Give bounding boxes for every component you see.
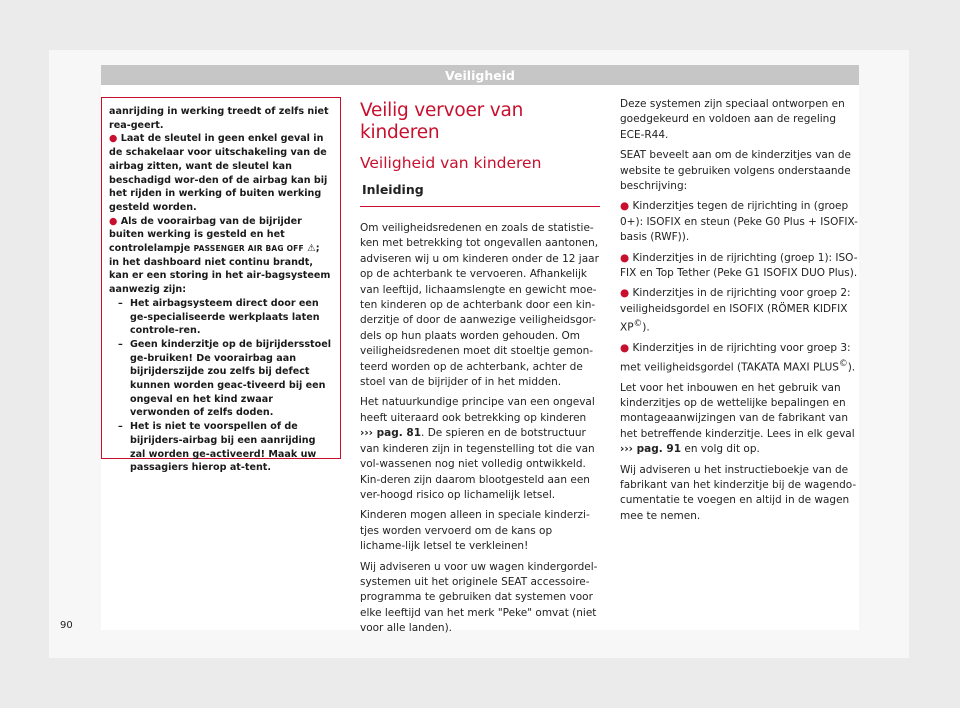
section-title: Veiligheid van kinderen <box>360 154 542 172</box>
paragraph: Kinderen mogen alleen in speciale kinderzi-tjes worden vervoerd om de kans op lichame-lijk letsel te verkleinen! <box>360 509 590 553</box>
list-item: ● Kinderzitjes in de rijrichting (groep 1): ISO-FIX en Top Tether (Peke G1 ISOFIX DUO Plus). <box>620 251 858 280</box>
bullet-icon: ● <box>109 215 118 227</box>
section-header: Veiligheid <box>101 65 859 85</box>
right-column <box>620 97 858 529</box>
title-divider <box>360 206 600 207</box>
bullet-icon: ● <box>620 200 630 213</box>
chapter-title: Veilig vervoer van kinderen <box>360 100 524 143</box>
paragraph: Om veiligheidsredenen en zoals de statistie-ken met betrekking tot ongevallen aantonen, adviseren wij u om kinderen onder de 12 jaar op de achterbank te vervoeren. Afhankelijk van leeftijd, lichaamslengte en gewicht moe-ten kinderen op de achterbank door een kin-derzitje of door de aanwezige veiligheidsgor-dels op hun plaats worden gehouden. Om veiligheidsredenen moet dit stoeltje gemon-teerd worden op de achterbank, achter de stoel van de bijrijder of in het midden. <box>360 222 599 389</box>
bullet-icon: ● <box>109 133 118 145</box>
copyright-mark: © <box>838 358 848 369</box>
bullet-icon: ● <box>620 251 630 264</box>
page-number: 90 <box>60 620 73 631</box>
page-reference-link[interactable]: ››› pag. 81 <box>360 427 422 440</box>
warning-bullet-1-text: Laat de sleutel in geen enkel geval in de schakelaar voor uitschakeling van de airbag zitten, want de sleutel kan beschadigd wor-den of de airbag kan bij het rijden in werking of buiten werking gesteld worden. <box>109 133 328 213</box>
warning-dash-item: – Geen kinderzitje op de bijrijdersstoel ge-bruiken! De voorairbag aan bijrijderszijde zou zelfs bij defect kunnen worden geac-tiveerd bij een ongeval en het kind zwaar verwonden of zelfs doden. <box>118 338 332 419</box>
paragraph: SEAT beveelt aan om de kinderzitjes van de website te gebruiken volgens onderstaande beschrijving: <box>620 149 851 193</box>
warning-intro: aanrijding in werking treedt of zelfs niet rea-geert. <box>109 106 329 131</box>
paragraph: Deze systemen zijn speciaal ontworpen en goedgekeurd en voldoen aan de regeling ECE-R44. <box>620 98 845 141</box>
passenger-airbag-off-indicator: PASSENGER AIR BAG OFF <box>193 244 304 254</box>
copyright-mark: © <box>633 319 643 330</box>
paragraph: Wij adviseren u het instructieboekje van de fabrikant van het kinderzitje bij de wagendo-cumentatie te voegen en altijd in de wagen mee te nemen. <box>620 463 857 522</box>
main-column <box>360 97 600 642</box>
warning-bullet-2-end: in het dashboard niet continu brandt, kan er een storing in het air-bagsysteem aanwezig zijn: <box>109 256 331 296</box>
paragraph: Wij adviseren u voor uw wagen kindergordel-systemen uit het originele SEAT accessoire-programma te gebruiken dat systemen voor elke leeftijd van het merk "Peke" omvat (niet voor alle landen). <box>360 560 598 635</box>
warning-bullet-1 <box>109 132 332 214</box>
warning-bullet-2-text: Als de voorairbag van de bijrijder buiten werking is gesteld en het controlelampje <box>109 215 302 255</box>
bullet-icon: ● <box>620 342 630 355</box>
warning-dash-item: – Het is niet te voorspellen of de bijrijders-airbag bij een aanrijding zal worden ge-activeerd! Maak uw passagiers hierop at-tent. <box>118 421 317 474</box>
warning-bullet-2: ● Als de voorairbag van de bijrijder buiten werking is gesteld en het controlelampje PASSENGER AIR BAG OFF ⚠; in het dashboard niet continu brandt, kan er een storing in het air-bagsysteem aanwezig zijn: <box>109 215 331 296</box>
warning-box <box>101 97 341 474</box>
paragraph: Let voor het inbouwen en het gebruik van kinderzitjes op de wettelijke bepalingen en montageaanwijzingen van de fabrikant van het betreffende kinderzitje. Lees in elk geval ››› pag. 91 en volg dit op. <box>620 381 855 456</box>
airbag-off-icon: ⚠ <box>307 243 316 255</box>
bullet-icon: ● <box>620 287 630 300</box>
warning-dash-item: – Het airbagsysteem direct door een ge-specialiseerde werkplaats laten controle-ren. <box>118 297 320 337</box>
list-item: ● Kinderzitjes tegen de rijrichting in (groep 0+): ISOFIX en steun (Peke G0 Plus + ISOFIX-basis (RWF)). <box>620 200 858 244</box>
list-item: ● Kinderzitjes in de rijrichting voor groep 3: met veiligheidsgordel (TAKATA MAXI PLUS©). <box>620 342 856 374</box>
list-item: ● Kinderzitjes in de rijrichting voor groep 2: veiligheidsgordel en ISOFIX (RÖMER KIDFIX XP©). <box>620 287 851 334</box>
page-reference-link[interactable]: ››› pag. 91 <box>620 443 682 456</box>
paragraph: Het natuurkundige principe van een ongeval heeft uiteraard ook betrekking op kinderen ››› pag. 81. De spieren en de botstructuur van kinderen zijn in tegenstelling tot die van vol-wassenen nog niet volledig ontwikkeld. Kin-deren zijn daarom blootgesteld aan een ver-hoogd risico op lichamelijk letsel. <box>360 396 595 501</box>
subsection-title: Inleiding <box>362 182 424 197</box>
